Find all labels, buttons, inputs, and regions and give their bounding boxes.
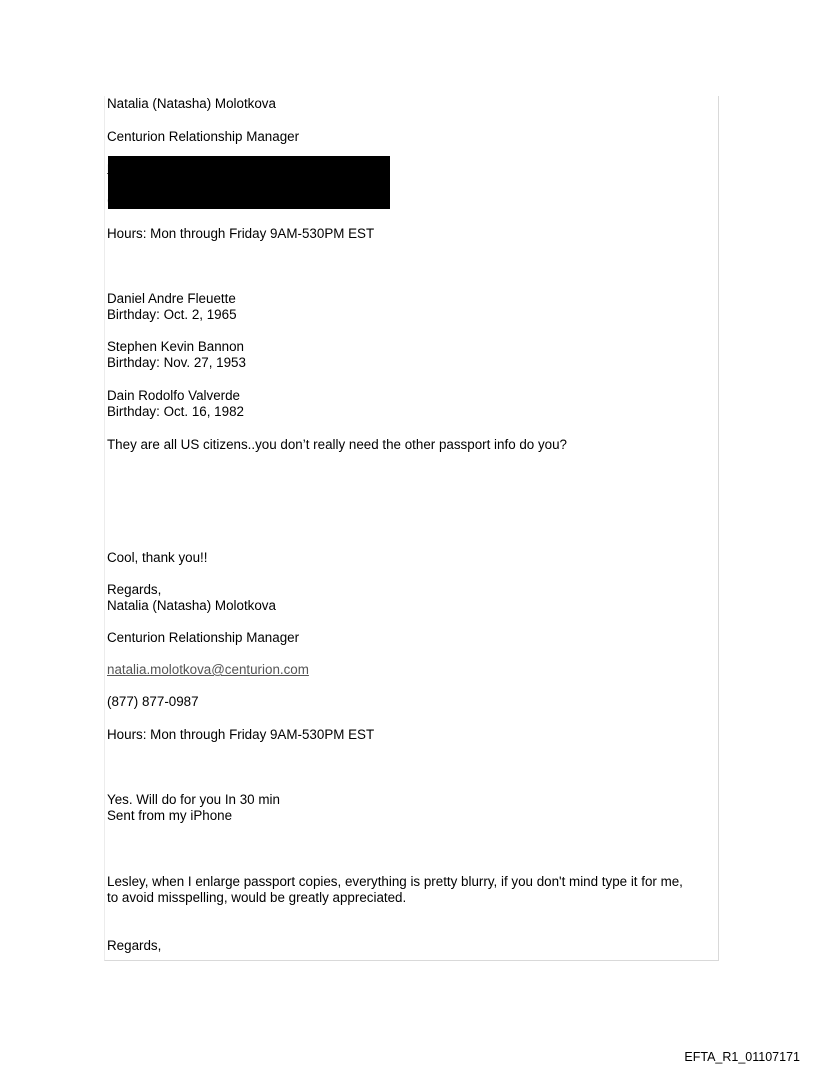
closing-regards: Regards, <box>107 938 162 953</box>
reply-message: Yes. Will do for you In 30 min <box>107 792 280 807</box>
sender-email-link[interactable]: natalia.molotkova@centurion.com <box>107 662 309 677</box>
person-birthday: Birthday: Oct. 16, 1982 <box>107 404 244 419</box>
sender-title: Centurion Relationship Manager <box>107 129 300 144</box>
person-name: Daniel Andre Fleuette <box>107 291 236 306</box>
citizens-note: They are all US citizens..you don’t really need the other passport info do you? <box>107 437 568 452</box>
person-name: Dain Rodolfo Valverde <box>107 388 240 403</box>
sender-phone: (877) 877-0987 <box>107 694 199 709</box>
person-name: Stephen Kevin Bannon <box>107 339 244 354</box>
sender-hours: Hours: Mon through Friday 9AM-530PM EST <box>107 226 375 241</box>
request-line-2: to avoid misspelling, would be greatly appreciated. <box>107 890 407 905</box>
document-id: EFTA_R1_01107171 <box>684 1050 800 1064</box>
person-birthday: Birthday: Oct. 2, 1965 <box>107 307 237 322</box>
sender-hours: Hours: Mon through Friday 9AM-530PM EST <box>107 727 375 742</box>
redaction-block <box>108 156 390 209</box>
sender-name: Natalia (Natasha) Molotkova <box>107 96 276 111</box>
sender-title: Centurion Relationship Manager <box>107 630 300 645</box>
person-birthday: Birthday: Nov. 27, 1953 <box>107 355 246 370</box>
sent-from-signature: Sent from my iPhone <box>107 808 233 823</box>
sender-name: Natalia (Natasha) Molotkova <box>107 598 276 613</box>
request-line-1: Lesley, when I enlarge passport copies, everything is pretty blurry, if you don't mind type it for me, <box>107 874 683 889</box>
reply-thanks: Cool, thank you!! <box>107 550 208 565</box>
regards-text: Regards, <box>107 582 162 597</box>
